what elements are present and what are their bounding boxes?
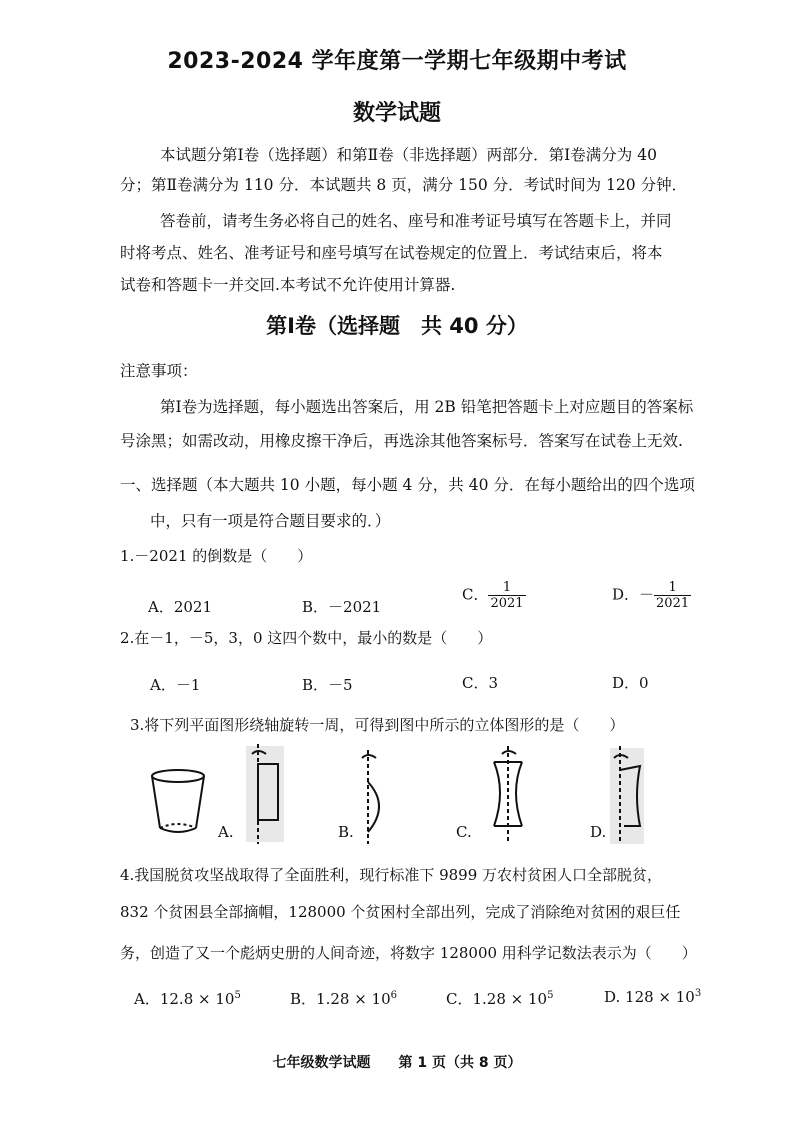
intro-p1-line2: 分；第Ⅱ卷满分为 110 分．本试题共 8 页，满分 150 分．考试时间为 120 分钟． <box>120 176 688 194</box>
q4-option-a-exponent: 5 <box>234 990 241 1001</box>
q1-option-c-fraction <box>488 580 525 611</box>
frustum-solid-figure <box>152 770 204 832</box>
q4-option-b-base: B．1.28 × 10 <box>290 990 391 1008</box>
exam-subtitle: 数学试题 <box>352 101 441 126</box>
q4-option-a-base: A．12.8 × 10 <box>134 990 235 1008</box>
q1-option-d-fraction <box>654 580 691 611</box>
fraction-numerator: 1 <box>488 580 525 596</box>
q4-option-d <box>604 988 701 1006</box>
q4-option-b <box>290 988 397 1009</box>
exam-title: 2023-2024 学年度第一学期七年级期中考试 <box>167 49 627 74</box>
notes-line2: 号涂黑；如需改动，用橡皮擦干净后，再选涂其他答案标号．答案写在试卷上无效. <box>120 432 683 450</box>
q1-option-d <box>612 580 691 611</box>
fraction-numerator: 1 <box>654 580 691 596</box>
part1-line2: 中，只有一项是符合题目要求的．） <box>150 512 391 530</box>
q4-option-a <box>134 988 241 1009</box>
notes-label: 注意事项： <box>120 362 198 380</box>
q2-stem: 2.在－1，－5，3，0 这四个数中，最小的数是（ ） <box>120 629 493 647</box>
q3-option-b: B. <box>338 823 354 841</box>
part1-line1: 一、选择题（本大题共 10 小题，每小题 4 分，共 40 分．在每小题给出的四个选项 <box>120 476 695 494</box>
intro-p2-line3: 试卷和答题卡一并交回.本考试不允许使用计算器. <box>120 276 456 294</box>
option-a-figure <box>246 744 284 844</box>
intro-p2-line2: 时将考点、姓名、准考证号和座号填写在试卷规定的位置上．考试结束后，将本 <box>120 244 663 262</box>
q1-option-b: B．－2021 <box>302 598 382 616</box>
q1-stem: 1.－2021 的倒数是（ ） <box>120 547 313 565</box>
option-b-figure <box>362 750 379 844</box>
q4-option-c-base: C．1.28 × 10 <box>446 990 548 1008</box>
q1-option-a: A．2021 <box>148 598 213 616</box>
q2-option-d: D．0 <box>612 674 649 692</box>
q4-line3: 务，创造了又一个彪炳史册的人间奇迹，将数字 128000 用科学记数法表示为（ ） <box>120 944 697 962</box>
q4-option-c-exponent: 5 <box>547 990 554 1001</box>
intro-p2-line1: 答卷前，请考生务必将自己的姓名、座号和准考证号填写在答题卡上，并同 <box>160 212 672 230</box>
intro-p1-line1: 本试题分第Ⅰ卷（选择题）和第Ⅱ卷（非选择题）两部分．第Ⅰ卷满分为 40 <box>160 146 657 164</box>
q2-option-b: B．－5 <box>302 676 353 694</box>
q4-option-d-base: D. 128 × 10 <box>604 988 695 1006</box>
option-c-figure <box>494 746 522 844</box>
q4-option-d-exponent: 3 <box>694 988 702 999</box>
q1-option-c-prefix: C． <box>462 585 489 604</box>
q4-option-b-exponent: 6 <box>390 990 397 1001</box>
q2-option-a: A．－1 <box>150 676 201 694</box>
fraction-denominator: 2021 <box>656 596 690 611</box>
option-d-figure <box>610 746 644 844</box>
fraction-denominator: 2021 <box>490 596 524 611</box>
q4-option-c <box>446 988 553 1009</box>
q2-option-c: C．3 <box>462 674 499 692</box>
q1-option-c <box>462 580 526 611</box>
q3-stem: 3.将下列平面图形绕轴旋转一周，可得到图中所示的立体图形的是（ ） <box>130 716 625 734</box>
q4-line2: 832 个贫困县全部摘帽，128000 个贫困村全部出列，完成了消除绝对贫困的艰巨任 <box>120 903 681 921</box>
notes-line1: 第Ⅰ卷为选择题，每小题选出答案后，用 2B 铅笔把答题卡上对应题目的答案标 <box>160 398 694 416</box>
page-footer <box>0 1052 794 1072</box>
q1-option-d-prefix: D．－ <box>612 585 655 604</box>
q3-option-d: D. <box>590 823 607 841</box>
q3-option-c: C. <box>456 823 472 841</box>
section-heading: 第Ⅰ卷（选择题 共 40 分） <box>266 314 528 338</box>
footer-exam-name: 七年级数学试题 <box>272 1055 371 1071</box>
q3-option-a: A. <box>218 823 234 841</box>
footer-page-number: 第 1 页（共 8 页） <box>398 1055 522 1071</box>
q4-line1: 4.我国脱贫攻坚战取得了全面胜利，现行标准下 9899 万农村贫困人口全部脱贫， <box>120 866 663 884</box>
